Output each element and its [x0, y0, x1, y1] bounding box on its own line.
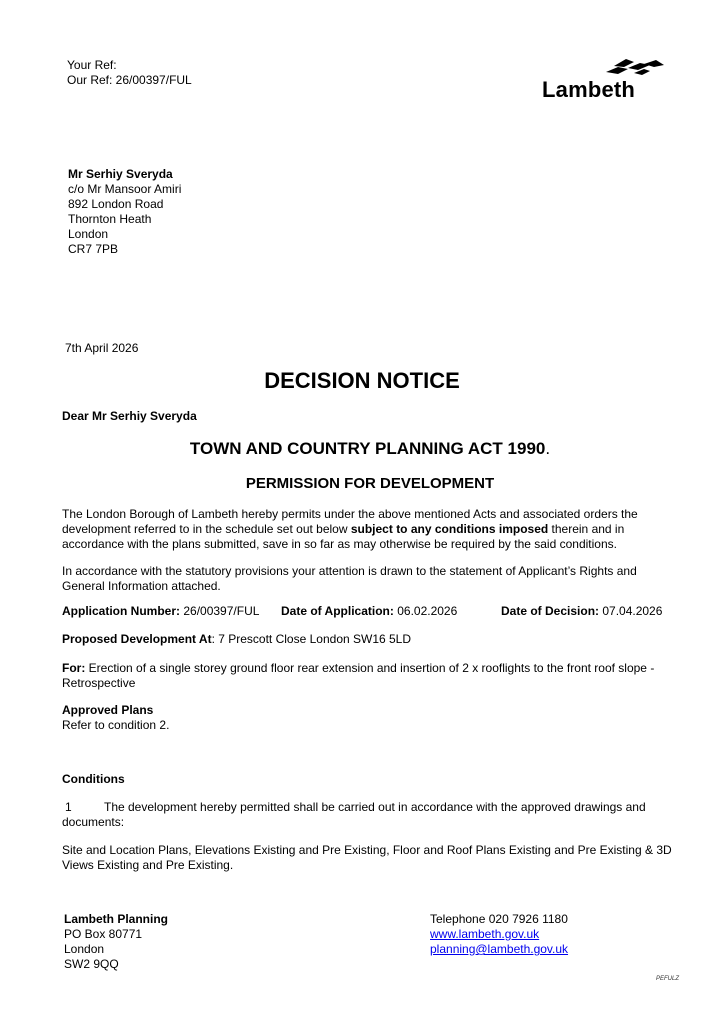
- for-value: Erection of a single storey ground floor rear extension and insertion of 2 x rooflights to the front roof slope - Retrospective: [62, 661, 655, 690]
- act-heading-period: .: [545, 439, 551, 458]
- intro-paragraph: [62, 507, 662, 552]
- proposed-value: : 7 Prescott Close London SW16 5LD: [211, 632, 412, 646]
- logo-text: Lambeth: [542, 77, 636, 102]
- footer-address: [64, 912, 168, 972]
- act-heading: [0, 438, 724, 459]
- address-line: London: [68, 227, 109, 241]
- approved-plans-text: Refer to condition 2.: [62, 718, 170, 732]
- development-description: [62, 661, 662, 691]
- application-date: [281, 604, 457, 619]
- website-link[interactable]: www.lambeth.gov.uk: [430, 927, 540, 941]
- application-date-label: Date of Application:: [281, 604, 394, 618]
- conditions-heading: Conditions: [62, 772, 125, 786]
- intro-bold: subject to any conditions imposed: [350, 522, 549, 536]
- for-label: For:: [62, 661, 86, 675]
- address-line: c/o Mr Mansoor Amiri: [68, 182, 182, 196]
- application-date-value: 06.02.2026: [393, 604, 458, 618]
- page-title: DECISION NOTICE: [264, 368, 460, 393]
- permission-heading: PERMISSION FOR DEVELOPMENT: [245, 475, 495, 492]
- act-heading-text: TOWN AND COUNTRY PLANNING ACT 1990: [189, 439, 546, 458]
- proposed-development: [62, 632, 662, 647]
- condition-number: 1: [65, 800, 72, 814]
- decision-date-value: 07.04.2026: [599, 604, 663, 618]
- recipient-name: Mr Serhiy Sveryda: [68, 167, 173, 181]
- our-ref: Our Ref: 26/00397/FUL: [67, 73, 192, 87]
- application-number: [62, 604, 259, 619]
- approved-plans: [62, 703, 662, 733]
- footer-address-line: PO Box 80771: [64, 927, 143, 941]
- footer-telephone: Telephone 020 7926 1180: [430, 912, 568, 926]
- footer-address-line: SW2 9QQ: [64, 957, 119, 971]
- address-line: Thornton Heath: [68, 212, 152, 226]
- rights-paragraph: In accordance with the statutory provisions your attention is drawn to the statement of Applicant’s Rights and General Information attached.: [62, 564, 637, 593]
- decision-date: [501, 604, 662, 619]
- intro-part1: The London Borough of Lambeth hereby permits under the above mentioned Acts and associated orders the development referred to in the schedule set out below: [62, 507, 638, 536]
- application-details: [62, 604, 682, 619]
- footer-address-line: London: [64, 942, 105, 956]
- condition-1: [62, 800, 662, 830]
- footer-org: Lambeth Planning: [64, 912, 169, 926]
- approved-plans-heading: Approved Plans: [62, 703, 154, 717]
- address-line: CR7 7PB: [68, 242, 119, 256]
- proposed-label: Proposed Development At: [62, 632, 212, 646]
- plans-list: Site and Location Plans, Elevations Existing and Pre Existing, Floor and Roof Plans Existing and Pre Existing & 3D Views Existing and Pre Existing.: [62, 843, 672, 872]
- email-link[interactable]: planning@lambeth.gov.uk: [430, 942, 569, 956]
- your-ref: Your Ref:: [67, 58, 117, 72]
- form-code: PEFULZ: [656, 976, 680, 982]
- salutation: Dear Mr Serhiy Sveryda: [62, 409, 197, 423]
- letter-date: 7th April 2026: [65, 341, 139, 355]
- lambeth-logo: [540, 56, 670, 104]
- reference-block: [67, 58, 192, 88]
- lambeth-bird-icon: [604, 56, 666, 78]
- address-line: 892 London Road: [68, 197, 164, 211]
- footer-contact: [430, 912, 568, 957]
- application-number-value: 26/00397/FUL: [180, 604, 260, 618]
- recipient-address: [68, 167, 181, 257]
- intro-part2: therein and in accordance with the plans submitted, save in so far as may otherwise be required by the said conditions.: [62, 522, 625, 551]
- condition-text: The development hereby permitted shall be carried out in accordance with the approved drawings and documents:: [62, 800, 646, 829]
- decision-date-label: Date of Decision:: [501, 604, 600, 618]
- application-number-label: Application Number:: [62, 604, 181, 618]
